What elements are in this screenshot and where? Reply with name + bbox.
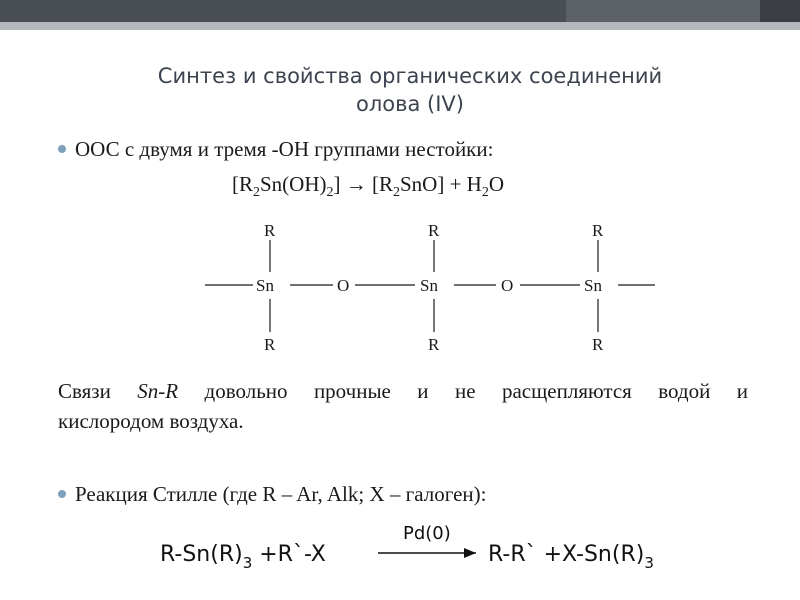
bullet-stille	[58, 482, 486, 507]
bullet-hydroxy	[58, 137, 493, 162]
stille-catalyst: Pd(0)	[403, 523, 451, 544]
stille-products: R-R` $+X-Sn(R)_3$	[488, 542, 654, 572]
atom-o-1: O	[337, 276, 350, 295]
polystannoxane-structure	[200, 212, 660, 357]
bullet-dot-icon	[58, 490, 66, 498]
eq-lhs-sub2: 2	[326, 185, 334, 201]
bullet-stille-text: Реакция Стилле (где R – Ar, Alk; X – галоген):	[75, 482, 487, 506]
slide-title-line2: олова (IV)	[356, 92, 464, 116]
atom-sn-2: Sn	[420, 276, 438, 295]
atom-r-2-bottom: R	[428, 335, 440, 354]
eq-rhs-mid: SnO] + H	[400, 172, 482, 196]
paragraph-line1-start: Связи	[58, 379, 138, 403]
bullet-hydroxy-text: ООС с двумя и тремя -ОН группами нестойки:	[75, 137, 494, 161]
equation-dehydration	[232, 172, 504, 201]
paragraph-line1-end: довольно прочные и не расщепляются водой и	[178, 379, 748, 403]
eq-arrow: →	[345, 172, 367, 196]
bond-stability-paragraph	[58, 376, 748, 436]
slide-title-line1: Синтез и свойства органических соединений	[157, 64, 663, 88]
eq-lhs-sub: 2	[253, 185, 260, 201]
eq-rhs-open: [R	[372, 172, 393, 196]
eq-lhs-mid: Sn(OH)	[260, 172, 327, 196]
top-bar-stripe	[0, 22, 800, 30]
eq-rhs-close: O	[488, 172, 505, 196]
atom-r-1-bottom: R	[264, 335, 276, 354]
atom-o-2: O	[501, 276, 514, 295]
bullet-dot-icon	[58, 145, 66, 153]
eq-lhs-close: ]	[333, 172, 341, 196]
paragraph-line2: кислородом воздуха.	[58, 409, 244, 433]
atom-sn-1: Sn	[256, 276, 274, 295]
eq-rhs-sub: 2	[393, 185, 400, 201]
eq-rhs-sub2: 2	[481, 185, 489, 201]
atom-r-3-bottom: R	[592, 335, 604, 354]
atom-sn-3: Sn	[584, 276, 602, 295]
stille-reactant-a: $R-Sn(R)_3$ +R`-X	[160, 542, 326, 572]
eq-lhs-open: [R	[232, 172, 253, 196]
stille-arrow-head-icon	[464, 548, 476, 558]
stille-reaction-equation	[150, 513, 730, 593]
atom-r-1-top: R	[264, 221, 276, 240]
slide-title	[110, 62, 710, 118]
atom-r-3-top: R	[592, 221, 604, 240]
top-bar-corner-block	[760, 0, 800, 22]
paragraph-line1	[58, 376, 748, 406]
atom-r-2-top: R	[428, 221, 440, 240]
paragraph-sn-r: Sn-R	[137, 379, 179, 403]
